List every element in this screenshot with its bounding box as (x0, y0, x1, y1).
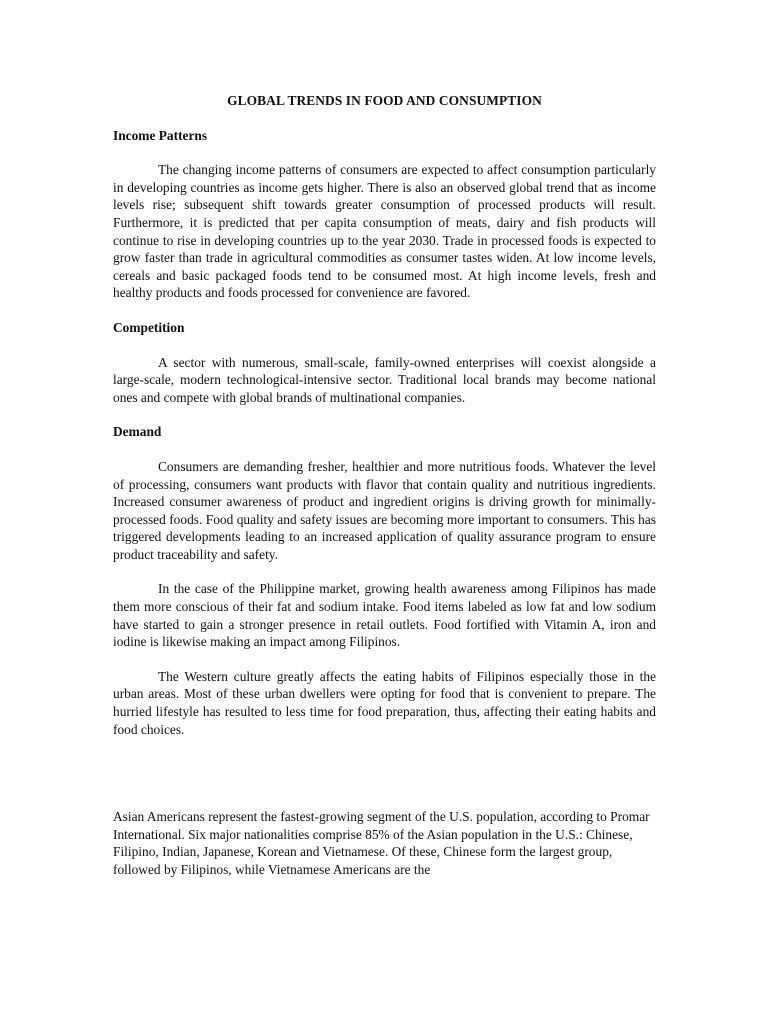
section-demand (113, 423, 656, 738)
section-heading-competition: Competition (113, 319, 185, 335)
paragraph-demand-2: In the case of the Philippine market, growing health awareness among Filipinos has made them more conscious of their fat and sodium intake. Food items labeled as low fat and low sodium have started to gain a stronger presence in retail outlets. Food fortified with Vitamin A, iron and iodine is likewise making an impact among Filipinos. (113, 581, 656, 650)
paragraph-demand-1: Consumers are demanding fresher, healthier and more nutritious foods. Whatever the level of processing, consumers want products with flavor that contain quality and nutritious ingredients. Increased consumer awareness of product and ingredient origins is driving growth for minimally-processed foods. Food quality and safety issues are becoming more important to consumers. This has triggered developments leading to an increased application of quality assurance program to ensure product traceability and safety. (113, 458, 656, 562)
section-heading-income-patterns: Income Patterns (113, 127, 208, 143)
paragraph-income-patterns: The changing income patterns of consumers are expected to affect consumption particularly in developing countries as income gets higher. There is also an observed global trend that as income levels rise; subsequent shift towards greater consumption of processed products will result. Furthermore, it is predicted that per capita consumption of meats, dairy and fish products will continue to rise in developing countries up to the year 2030. Trade in processed foods is expected to grow faster than trade in agricultural commodities as consumer tastes widen. At low income levels, cereals and basic packaged foods tend to be consumed most. At high income levels, fresh and healthy products and foods processed for convenience are favored. (113, 162, 656, 301)
section-competition (113, 319, 656, 406)
section-gap (113, 755, 656, 808)
section-heading-demand: Demand (113, 424, 162, 440)
paragraph-demand-3: The Western culture greatly affects the eating habits of Filipinos especially those in the urban areas. Most of these urban dwellers were opting for food that is convenient to prepare. The hurried lifestyle has resulted to less time for food preparation, thus, affecting their eating habits and food choices. (113, 668, 656, 737)
paragraph-competition: A sector with numerous, small-scale, family-owned enterprises will coexist alongside a large-scale, modern technological-intensive sector. Traditional local brands may become national ones and compete with global brands of multinational companies. (113, 354, 656, 405)
paragraph-asian-americans: Asian Americans represent the fastest-growing segment of the U.S. population, according to Promar International. Six major nationalities comprise 85% of the Asian population in the U.S.: Chinese, Filipino, Indian, Japanese, Korean and Vietnamese. Of these, Chinese form the largest group, followed by Filipinos, while Vietnamese Americans are the (113, 809, 650, 877)
section-income-patterns (113, 127, 656, 302)
document-page (113, 92, 656, 896)
document-title: GLOBAL TRENDS IN FOOD AND CONSUMPTION (227, 93, 542, 108)
